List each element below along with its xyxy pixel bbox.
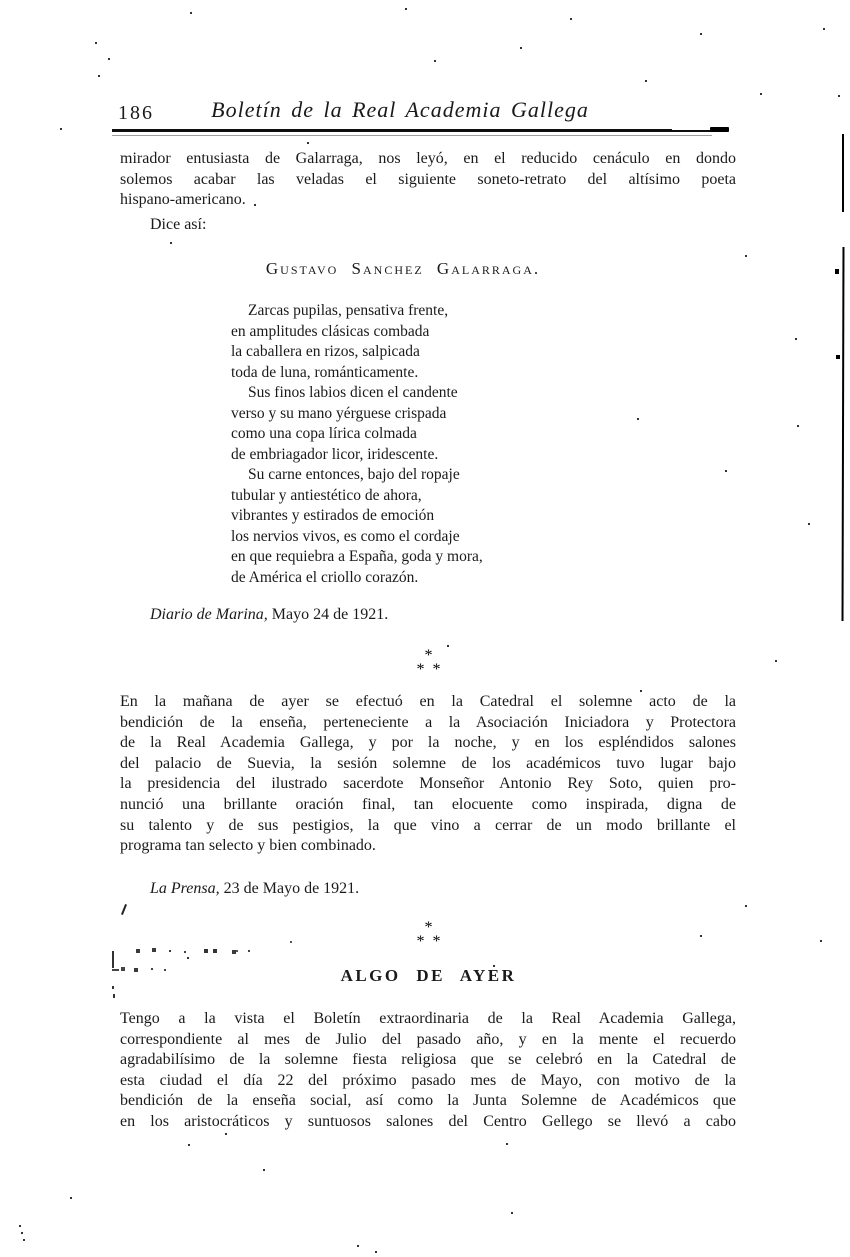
asterisk-row: * * <box>416 933 441 950</box>
asterisk-row: * * <box>416 661 441 678</box>
page-edge-artifact <box>842 134 844 212</box>
poem-line: de embriagador licor, iridescente. <box>231 445 439 463</box>
citation-date: Mayo 24 de 1921. <box>267 606 389 623</box>
poem-line: los nervios vivos, es como el cordaje <box>231 527 460 545</box>
poem-line: como una copa lírica colmada <box>231 425 417 442</box>
poem-line: en que requiebra a España, goda y mora, <box>231 548 483 565</box>
ink-blot-artifact <box>836 355 840 359</box>
news-paragraph <box>120 692 736 857</box>
text-line: programa tan selecto y bien combinado. <box>120 837 376 855</box>
poem-line: en amplitudes clásicas combada <box>231 322 430 340</box>
journal-title: Boletín de la Real Academia Gallega <box>211 97 589 122</box>
sonnet-title: Gustavo Sanchez Galarraga. <box>265 259 541 278</box>
poem-line: Sus finos labios dicen el candente <box>248 384 458 401</box>
text-line: En la mañana de ayer se efectuó en la Catedral el solemne acto de la <box>120 693 736 710</box>
citation-date: 23 de Mayo de 1921. <box>219 880 360 897</box>
citation-source: Diario de Marina, <box>150 606 268 623</box>
text-line: de la Real Academia Gallega, y por la noche, y en los espléndidos salones <box>120 734 736 752</box>
header-rule-end-dash <box>710 127 729 132</box>
margin-smudge-artifact <box>112 986 114 989</box>
text-line: hispano-americano. <box>120 191 246 209</box>
text-line: en los aristocráticos y suntuosos salones del Centro Gellego se llevó a cabo <box>120 1112 736 1130</box>
page-number: 186 <box>118 102 154 124</box>
poem-line: vibrantes y estirados de emoción <box>231 507 435 524</box>
ink-blot-artifact <box>835 269 839 274</box>
text-line: agradabilísimo de la solemne fiesta religiosa que se celebró en la Catedral de <box>120 1051 736 1069</box>
algo-paragraph <box>120 1009 736 1133</box>
intro-paragraph <box>120 149 736 211</box>
text-line: solemos acabar las veladas el siguiente soneto-retrato del altísimo poeta <box>120 170 736 188</box>
margin-smudge-artifact <box>113 994 115 998</box>
lead-in-text: Dice así: <box>150 216 207 233</box>
poem-line: la caballera en rizos, salpicada <box>231 343 420 360</box>
citation-prensa <box>150 880 359 898</box>
margin-smudge-artifact <box>112 951 114 968</box>
scan-noise-speckles <box>0 0 2 2</box>
header-rule-thin <box>400 130 726 132</box>
page-edge-artifact <box>842 247 845 621</box>
poem-line: Zarcas pupilas, pensativa frente, <box>248 302 449 319</box>
text-line: su talento y de sus pestigios, la que vino a cerrar de un modo brillante el <box>120 816 736 834</box>
text-line: bendición de la enseña social, así como la Junta Solemne de Académicos que <box>120 1092 736 1110</box>
margin-smudge-artifact <box>121 904 127 915</box>
citation-diario <box>150 606 388 624</box>
text-line: correspondiente al mes de Julio del pasado año, y en la mente el recuerdo <box>120 1030 736 1048</box>
text-line: mirador entusiasta de Galarraga, nos leyó, en el reducido cenáculo en dondo <box>120 150 736 167</box>
text-line: nunció una brillante oración final, tan elocuente como inspirada, digna de <box>120 795 736 813</box>
poem-line: de América el criollo corazón. <box>231 568 419 586</box>
poem-line: toda de luna, románticamente. <box>231 363 419 381</box>
header-rule-shadow <box>112 135 712 136</box>
section-heading: ALGO DE AYER <box>340 966 517 985</box>
text-line: la presidencia del ilustrado sacerdote Monseñor Antonio Rey Soto, quien pro- <box>120 775 736 793</box>
text-line: bendición de la enseña, perteneciente a la Asociación Iniciadora y Protectora <box>120 713 736 731</box>
text-line: Tengo a la vista el Boletín extraordinaria de la Real Academia Gallega, <box>120 1010 736 1027</box>
text-line: esta ciudad el día 22 del próximo pasado mes de Mayo, con motivo de la <box>120 1071 736 1089</box>
poem-line: tubular y antiestético de ahora, <box>231 486 422 504</box>
asterisk-separator <box>120 921 737 949</box>
text-line: del palacio de Suevia, la sesión solemne de los académicos tuvo lugar bajo <box>120 754 736 772</box>
asterisk-row: * <box>424 919 433 936</box>
sonnet-body <box>231 301 483 588</box>
asterisk-row: * <box>424 647 433 664</box>
poem-line: Su carne entonces, bajo del ropaje <box>248 466 460 483</box>
margin-smudge-artifact <box>112 969 119 971</box>
citation-source: La Prensa, <box>150 880 220 897</box>
poem-line: verso y su mano yérguese crispada <box>231 404 447 422</box>
asterisk-separator <box>120 649 737 677</box>
